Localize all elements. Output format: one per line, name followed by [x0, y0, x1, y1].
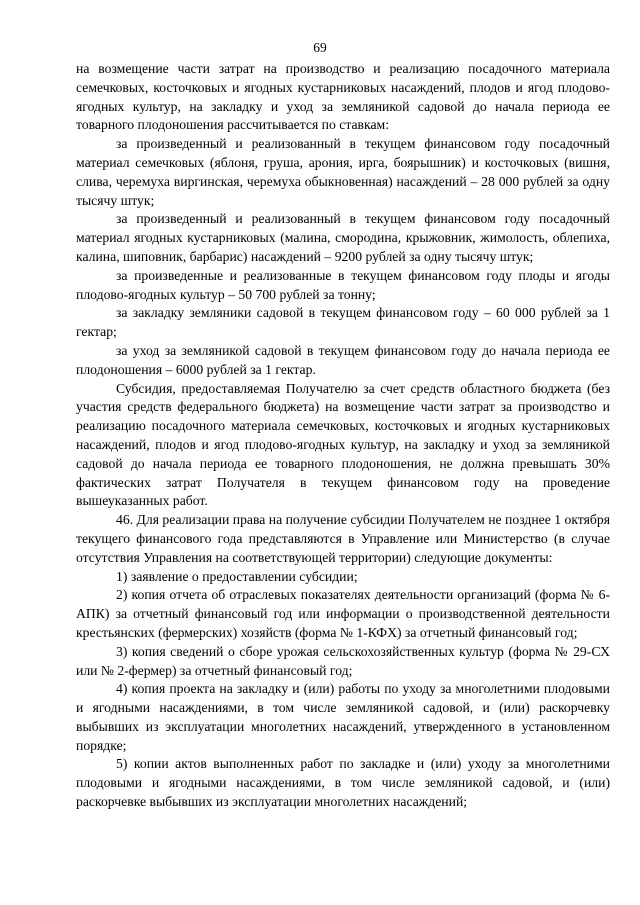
list-item-3: 3) копия сведений о сборе урожая сельскохозяйственных культур (форма № 29-СХ или № 2-фермер) за отчетный финансовый год; [76, 643, 610, 678]
paragraph-rate-strawberry-care: за уход за земляникой садовой в текущем финансовом году до начала периода ее плодоношения – 6000 рублей за 1 гектар. [76, 342, 610, 377]
document-body [76, 60, 610, 812]
paragraph-rates-intro: на возмещение части затрат на производство и реализацию посадочного материала семечковых, косточковых и ягодных кустарниковых насаждений, плодов и ягод плодово-ягодных культур, на закладку и уход за земляникой садовой до начала периода ее товарного плодоношения рассчитывается по ставкам: [76, 61, 610, 133]
page-number: 69 [313, 40, 327, 55]
paragraph-clause-46: 46. Для реализации права на получение субсидии Получателем не позднее 1 октября текущего финансового года представляются в Управление или Министерство (в случае отсутствия Управления на соответствующей территории) следующие документы: [76, 512, 610, 565]
list-item-4: 4) копия проекта на закладку и (или) работы по уходу за многолетними плодовыми и ягодными насаждениями, в том числе земляникой садовой, и (или) раскорчевку выбывших из эксплуатации многолетних насаждений, утвержденного в установленном порядке; [76, 681, 610, 753]
paragraph-rate-strawberry-planting: за закладку земляники садовой в текущем финансовом году – 60 000 рублей за 1 гектар; [76, 305, 610, 340]
paragraph-rate-berry-shrubs: за произведенный и реализованный в текущем финансовом году посадочный материал ягодных кустарниковых (малина, смородина, крыжовник, жимолость, облепиха, калина, шиповник, барбарис) насаждений – 9200 рублей за одну тысячу штук; [76, 211, 610, 264]
list-item-5: 5) копии актов выполненных работ по закладке и (или) уходу за многолетними плодовыми и ягодными насаждениями, в том числе земляникой садовой, и (или) раскорчевке выбывших из эксплуатации многолетних насаждений; [76, 756, 610, 810]
list-item-2: 2) копия отчета об отраслевых показателях деятельности организаций (форма № 6-АПК) за отчетный финансовый год или информации о производственной деятельности крестьянских (фермерских) хозяйств (форма № 1-КФХ) за отчетный финансовый год; [76, 587, 610, 640]
list-item-1: 1) заявление о предоставлении субсидии; [116, 568, 358, 584]
paragraph-subsidy-limit: Субсидия, предоставляемая Получателю за счет средств областного бюджета (без участия средств федерального бюджета) на возмещение части затрат за производство и реализацию посадочного материала семечковых, косточковых и ягодных кустарниковых насаждений, плодов и ягод плодово-ягодных культур, на закладку и уход за земляникой садовой до начала периода ее товарного плодоношения, не должна превышать 30% фактических затрат Получателя в текущем финансовом году на проведение вышеуказанных работ. [76, 380, 610, 509]
paragraph-rate-fruits-berries: за произведенные и реализованные в текущем финансовом году плоды и ягоды плодово-ягодных культур – 50 700 рублей за тонну; [76, 267, 610, 302]
paragraph-rate-pome-stone-fruit: за произведенный и реализованный в текущем финансовом году посадочный материал семечковых (яблоня, груша, арония, ирга, боярышник) и косточковых (вишня, слива, черемуха виргинская, черемуха обыкновенная) насаждений – 28 000 рублей за одну тысячу штук; [76, 136, 610, 208]
